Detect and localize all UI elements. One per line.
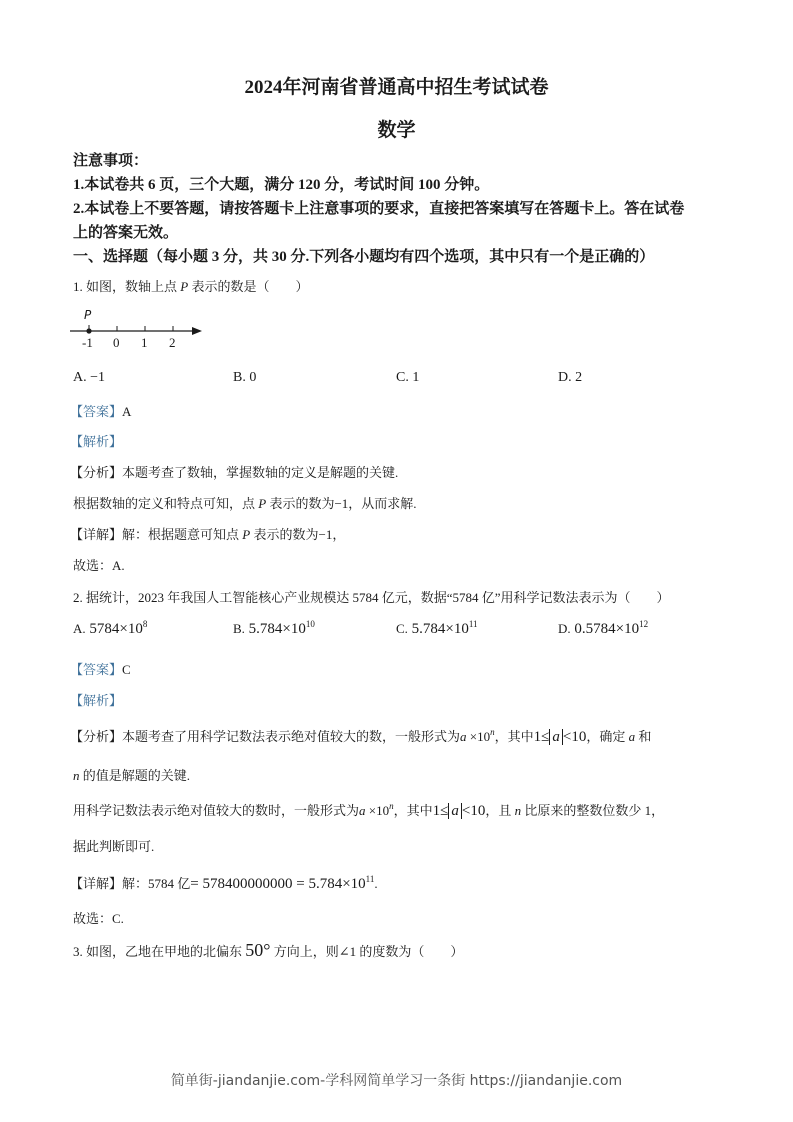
q1-option-d: D. 2 (558, 370, 583, 385)
text: ，确定 (586, 729, 629, 744)
q1-stem-pre: 1. 如图，数轴上点 (73, 279, 181, 294)
q1-analysis-tag: 【解析】 (70, 434, 123, 449)
var: a (628, 729, 636, 744)
option-exp: 10 (305, 619, 315, 629)
q2-xiangjie (70, 873, 378, 893)
number-line-figure (70, 306, 210, 352)
tick-label: 0 (113, 335, 120, 350)
text: 解：5784 亿 (122, 876, 191, 891)
var: a (460, 729, 467, 744)
text: 表示的数为−1， (250, 527, 346, 542)
option-base: 5.784×10 (248, 621, 306, 637)
option-exp: 8 (142, 619, 148, 629)
point-p-dot (86, 328, 91, 333)
q2-analysis-line3 (73, 800, 664, 820)
option-exp: 11 (468, 619, 478, 629)
math: 1≤ (533, 729, 550, 745)
text: 的值是解题的关键. (79, 768, 191, 783)
text: 根据数轴的定义和特点可知，点 (73, 496, 259, 511)
q2-fenxi-cont (73, 765, 190, 784)
text: ，且 (485, 803, 515, 818)
tick-label: 1 (141, 335, 148, 350)
text: 解：根据题意可知点 (122, 527, 243, 542)
answer-tag: 【答案】 (70, 404, 123, 419)
math: <10 (461, 803, 486, 819)
math: 1≤ (432, 803, 449, 819)
q2-option-b (233, 621, 315, 638)
var: a (359, 803, 366, 818)
q1-analysis-line2 (73, 493, 417, 512)
text: 和 (635, 729, 652, 744)
notice-item-2: 2.本试卷上不要答题，请按答题卡上注意事项的要求，直接把答案填写在答题卡上。答在试卷 (73, 201, 685, 217)
option-base: 0.5784×10 (574, 621, 640, 637)
text: 用科学记数法表示绝对值较大的数时，一般形式为 (73, 803, 360, 818)
text: 3. 如图，乙地在甲地的北偏东 (73, 944, 246, 959)
text: ，其中 (393, 803, 433, 818)
q2-answer (70, 659, 131, 678)
var: P (242, 527, 251, 542)
arrow-right-icon (192, 327, 202, 335)
q2-option-a (73, 621, 147, 638)
q1-xiangjie (70, 524, 345, 543)
q2-option-d (558, 621, 648, 638)
q1-option-a: A. −1 (73, 370, 106, 385)
var: n (73, 768, 80, 783)
q2-analysis-tag: 【解析】 (70, 693, 123, 708)
option-base: 5784×10 (89, 621, 143, 637)
text: 方向上，则∠1 的度数为（ ） (270, 944, 464, 959)
var: n (389, 801, 394, 811)
q2-stem: 2. 据统计，2023 年我国人工智能核心产业规模达 5784 亿元，数据“5784 亿”用科学记数法表示为（ ） (73, 590, 670, 605)
exp: 11 (365, 874, 375, 884)
notice-item-2-cont: 上的答案无效。 (73, 225, 179, 241)
fenxi-text: 本题考查了数轴，掌握数轴的定义是解题的关键. (122, 465, 399, 480)
answer-tag: 【答案】 (70, 662, 123, 677)
text: 表示的数为−1，从而求解. (266, 496, 417, 511)
xiangjie-tag: 【详解】 (70, 527, 123, 542)
q2-analysis-line4: 据此判断即可. (73, 839, 155, 854)
tick-label: 2 (169, 335, 176, 350)
tick-label: -1 (82, 335, 93, 350)
var: P (258, 496, 267, 511)
text: ×10 (466, 729, 491, 744)
point-p-label: P (84, 308, 92, 322)
q2-option-c (396, 621, 478, 638)
option-label: B. (233, 621, 245, 636)
subject-title: 数学 (377, 120, 416, 141)
option-exp: 12 (639, 619, 649, 629)
section-heading: 一、选择题（每小题 3 分，共 30 分.下列各小题均有四个选项，其中只有一个是正确的） (73, 249, 655, 265)
math: <10 (562, 729, 587, 745)
footer-watermark: 简单街-jiandanjie.com-学科网简单学习一条街 https://jiandanjie.com (170, 1073, 623, 1089)
q1-choose: 故选：A. (73, 558, 125, 573)
abs-value: a (549, 729, 563, 745)
q1-stem-post: 表示的数是（ ） (188, 279, 309, 294)
q2-fenxi (70, 726, 651, 746)
q1-answer (70, 401, 131, 420)
text: 本题考查了用科学记数法表示绝对值较大的数，一般形式为 (122, 729, 461, 744)
answer-value: C (122, 662, 131, 677)
fenxi-tag: 【分析】 (70, 729, 123, 744)
answer-value: A (122, 404, 132, 419)
exam-title: 2024年河南省普通高中招生考试试卷 (244, 77, 549, 98)
var: n (490, 727, 495, 737)
q1-stem-var: P (180, 279, 189, 294)
text: ，其中 (494, 729, 534, 744)
fenxi-tag: 【分析】 (70, 465, 123, 480)
notice-heading: 注意事项： (73, 153, 149, 169)
text: 比原来的整数位数少 1， (521, 803, 665, 818)
q1-stem (73, 276, 308, 295)
angle-value: 50° (245, 940, 271, 960)
q3-stem (73, 940, 463, 961)
option-label: A. (73, 621, 86, 636)
q2-choose: 故选：C. (73, 911, 124, 926)
var: n (514, 803, 522, 818)
xiangjie-tag: 【详解】 (70, 876, 123, 891)
option-label: C. (396, 621, 408, 636)
abs-value: a (448, 803, 462, 819)
option-base: 5.784×10 (411, 621, 469, 637)
option-label: D. (558, 621, 571, 636)
q1-fenxi (70, 462, 398, 481)
text: ×10 (365, 803, 390, 818)
q1-option-b: B. 0 (233, 370, 257, 385)
q1-option-c: C. 1 (396, 370, 420, 385)
math: = 578400000000 = 5.784×10 (190, 876, 366, 892)
notice-item-1: 1.本试卷共 6 页，三个大题，满分 120 分，考试时间 100 分钟。 (73, 177, 490, 193)
text: . (374, 876, 378, 891)
